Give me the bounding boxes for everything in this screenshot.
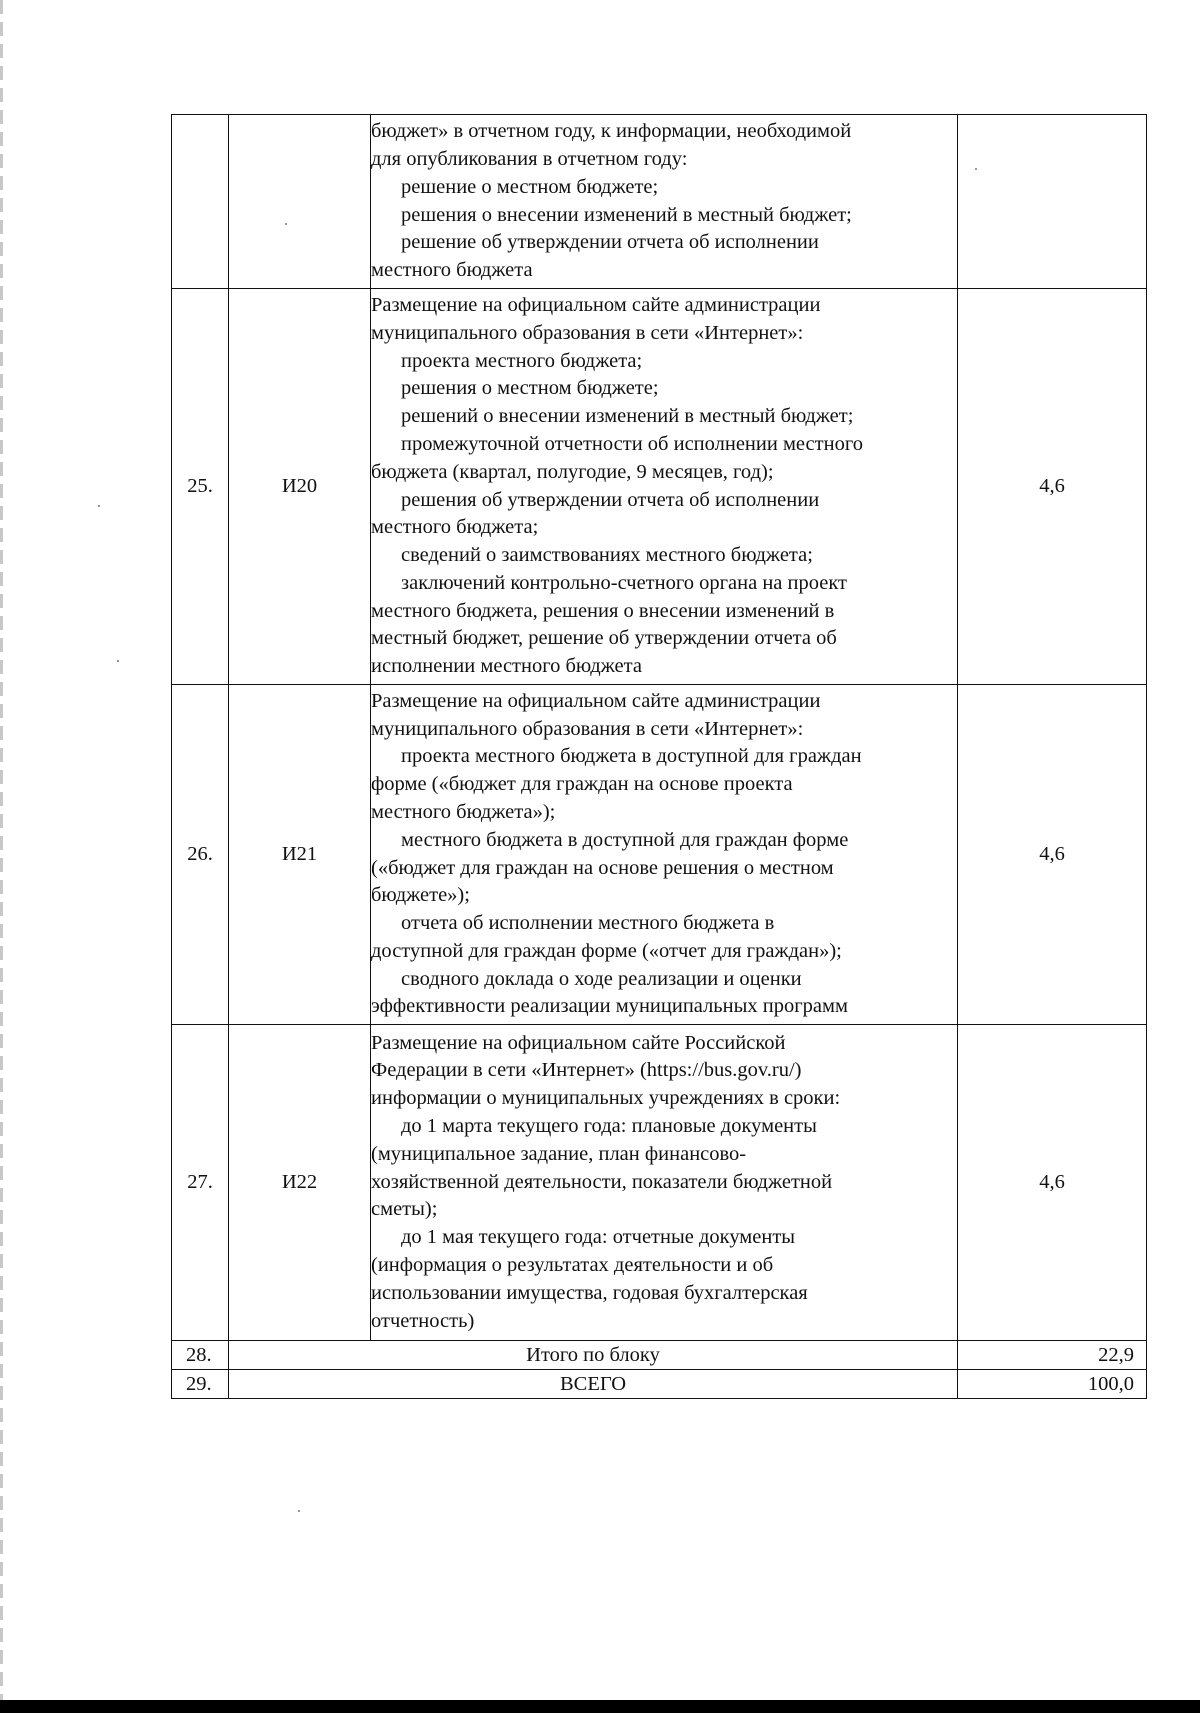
description-line: (информация о результатах деятельности и об: [371, 1253, 774, 1276]
description-line: бюджете»);: [371, 884, 470, 907]
description-line: решения о местном бюджете;: [401, 377, 659, 400]
description-line: решения об утверждении отчета об исполнении: [401, 488, 820, 511]
description-line: исполнении местного бюджета: [371, 655, 642, 678]
scan-bottom-edge: [0, 1700, 1200, 1713]
description-line: муниципального образования в сети «Интернет»:: [371, 321, 804, 344]
description-line: решения о внесении изменений в местный бюджет;: [401, 203, 852, 226]
description-line: местного бюджета: [371, 259, 533, 282]
description-line: решение об утверждении отчета об исполнении: [401, 231, 819, 254]
table-row: [172, 115, 1147, 289]
total-label: Итого по блоку: [229, 1341, 958, 1370]
description-line: местного бюджета»);: [371, 800, 556, 823]
description-line: муниципального образования в сети «Интернет»:: [371, 717, 804, 740]
row-number: 27.: [172, 1025, 229, 1341]
row-code: И20: [229, 289, 371, 685]
row-description: [371, 289, 958, 685]
description-line: эффективности реализации муниципальных программ: [371, 995, 848, 1018]
description-line: хозяйственной деятельности, показатели бюджетной: [371, 1170, 833, 1193]
description-line: до 1 марта текущего года: плановые документы: [401, 1115, 817, 1137]
total-value: 100,0: [958, 1370, 1147, 1399]
description-line: отчетность): [371, 1309, 475, 1332]
row-description: [371, 115, 958, 289]
description-line: местного бюджета;: [371, 516, 539, 539]
scan-speck: [117, 660, 119, 662]
description-line: местного бюджета в доступной для граждан форме: [401, 828, 849, 851]
description-line: бюджета (квартал, полугодие, 9 месяцев, год);: [371, 460, 774, 483]
scan-speck: [298, 1510, 300, 1512]
description-line: Федерации в сети «Интернет» (https://bus.gov.ru/): [371, 1059, 802, 1082]
scan-left-edge: [0, 0, 3, 1713]
table-row: [172, 685, 1147, 1025]
table-row: [172, 1025, 1147, 1341]
description-line: доступной для граждан форме («отчет для граждан»);: [371, 939, 842, 962]
description-line: местного бюджета, решения о внесении изменений в: [371, 599, 835, 622]
description-line: Размещение на официальном сайте администрации: [371, 689, 821, 712]
row-value: 4,6: [958, 289, 1147, 685]
row-number: 25.: [172, 289, 229, 685]
criteria-table: [171, 114, 1147, 1399]
description-line: для опубликования в отчетном году:: [371, 147, 688, 170]
description-line: бюджет» в отчетном году, к информации, необходимой: [371, 120, 852, 143]
description-line: информации о муниципальных учреждениях в сроки:: [371, 1087, 841, 1110]
scan-speck: [98, 505, 100, 507]
row-code: И22: [229, 1025, 371, 1341]
description-line: (муниципальное задание, план финансово-: [371, 1142, 747, 1165]
description-line: форме («бюджет для граждан на основе проекта: [371, 773, 793, 796]
description-line: решение о местном бюджете;: [401, 175, 659, 198]
total-label: ВСЕГО: [229, 1370, 958, 1399]
description-line: сведений о заимствованиях местного бюджета;: [401, 544, 813, 567]
row-number: [172, 115, 229, 289]
total-value: 22,9: [958, 1341, 1147, 1370]
description-line: проекта местного бюджета в доступной для граждан: [401, 745, 862, 768]
row-number: 28.: [172, 1341, 229, 1370]
description-line: Размещение на официальном сайте администрации: [371, 293, 821, 316]
row-number: 29.: [172, 1370, 229, 1399]
table-row: [172, 289, 1147, 685]
row-value: 4,6: [958, 1025, 1147, 1341]
row-value: [958, 115, 1147, 289]
description-line: местный бюджет, решение об утверждении отчета об: [371, 627, 837, 650]
description-line: до 1 мая текущего года: отчетные документы: [401, 1226, 796, 1249]
description-line: сводного доклада о ходе реализации и оценки: [401, 967, 802, 990]
total-row-block: [172, 1341, 1147, 1370]
description-line: промежуточной отчетности об исполнении местного: [401, 432, 863, 455]
description-line: отчета об исполнении местного бюджета в: [401, 912, 775, 935]
description-line: решений о внесении изменений в местный бюджет;: [401, 405, 854, 428]
row-code: [229, 115, 371, 289]
row-value: 4,6: [958, 685, 1147, 1025]
row-code: И21: [229, 685, 371, 1025]
description-line: сметы);: [371, 1198, 438, 1221]
description-line: использовании имущества, годовая бухгалтерская: [371, 1281, 808, 1304]
row-number: 26.: [172, 685, 229, 1025]
description-line: проекта местного бюджета;: [401, 349, 643, 372]
description-line: Размещение на официальном сайте Российской: [371, 1031, 786, 1054]
row-description: [371, 1025, 958, 1341]
description-line: («бюджет для граждан на основе решения о местном: [371, 856, 834, 879]
total-row-grand: [172, 1370, 1147, 1399]
description-line: заключений контрольно-счетного органа на проект: [401, 571, 847, 594]
row-description: [371, 685, 958, 1025]
